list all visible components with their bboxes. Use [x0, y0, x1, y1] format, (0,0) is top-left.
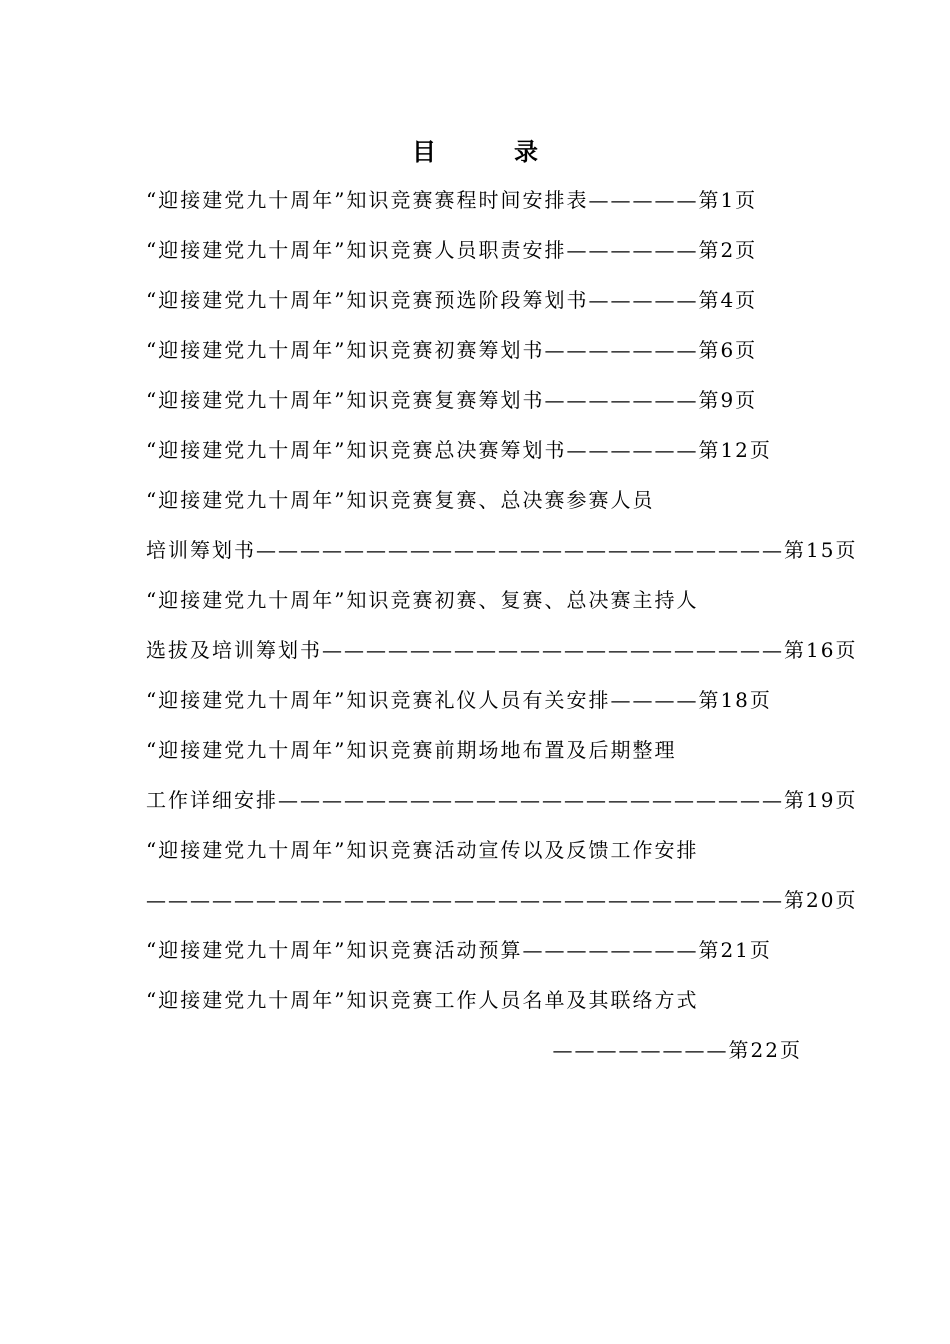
toc-line: “迎接建党九十周年”知识竞赛预选阶段筹划书—————第4页 — [146, 288, 758, 312]
toc-line: 工作详细安排———————————————————————第19页 — [146, 788, 858, 812]
toc-line: “迎接建党九十周年”知识竞赛活动宣传以及反馈工作安排 — [146, 838, 699, 862]
toc-line: —————————————————————————————第20页 — [146, 888, 858, 912]
toc-line: “迎接建党九十周年”知识竞赛工作人员名单及其联络方式 — [146, 988, 699, 1012]
toc-line: “迎接建党九十周年”知识竞赛复赛筹划书———————第9页 — [146, 388, 758, 412]
toc-line: “迎接建党九十周年”知识竞赛初赛筹划书———————第6页 — [146, 338, 758, 362]
toc-title-right: 录 — [514, 138, 538, 166]
toc-line: “迎接建党九十周年”知识竞赛人员职责安排——————第2页 — [146, 238, 758, 262]
toc-line: 选拔及培训筹划书—————————————————————第16页 — [146, 638, 858, 662]
toc-line: “迎接建党九十周年”知识竞赛礼仪人员有关安排————第18页 — [146, 688, 772, 712]
toc-line: “迎接建党九十周年”知识竞赛复赛、总决赛参赛人员 — [146, 488, 655, 512]
toc-line: 培训筹划书————————————————————————第15页 — [146, 538, 858, 562]
toc-line: “迎接建党九十周年”知识竞赛总决赛筹划书——————第12页 — [146, 438, 772, 462]
toc-title-left: 目 — [412, 138, 436, 166]
toc-line: “迎接建党九十周年”知识竞赛活动预算————————第21页 — [146, 938, 772, 962]
toc-line: “迎接建党九十周年”知识竞赛前期场地布置及后期整理 — [146, 738, 677, 762]
toc-line: ————————第22页 — [552, 1038, 802, 1062]
toc-line: “迎接建党九十周年”知识竞赛初赛、复赛、总决赛主持人 — [146, 588, 699, 612]
toc-title — [0, 132, 950, 167]
toc-line: “迎接建党九十周年”知识竞赛赛程时间安排表—————第1页 — [146, 188, 758, 212]
